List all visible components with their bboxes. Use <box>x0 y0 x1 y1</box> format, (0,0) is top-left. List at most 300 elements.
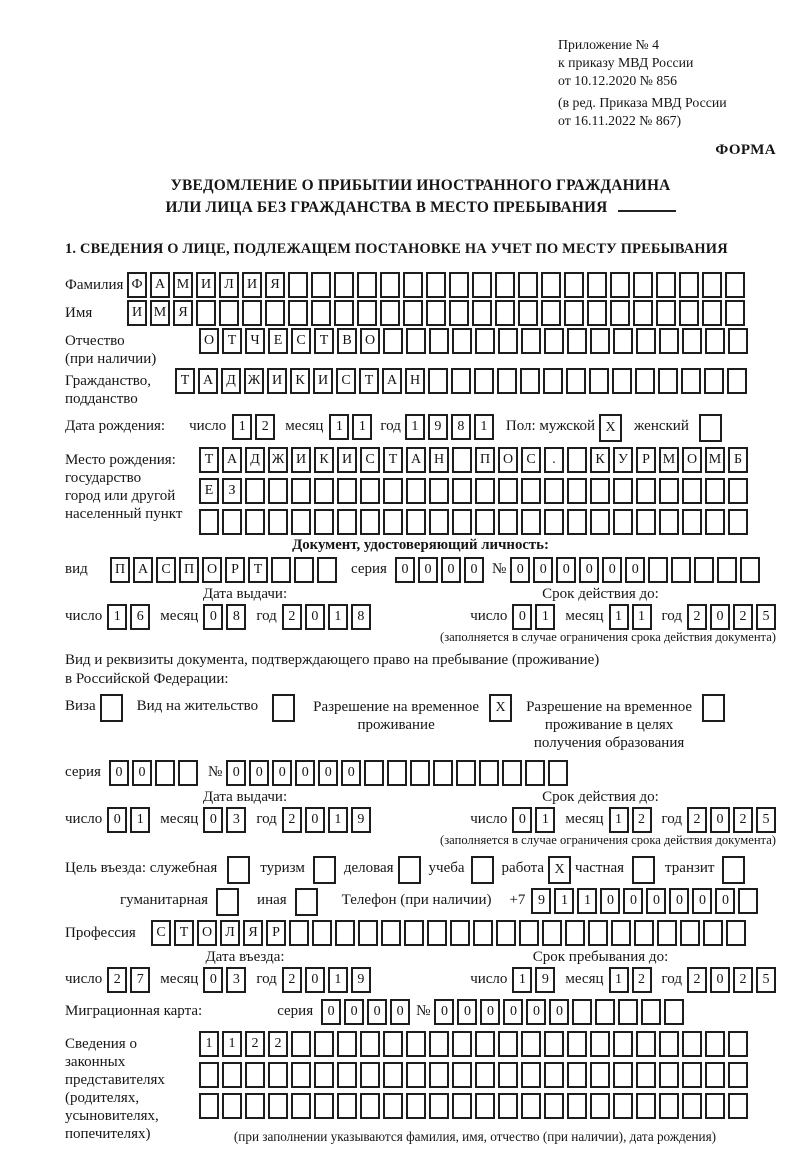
char-cell[interactable] <box>699 414 722 442</box>
char-cell[interactable] <box>222 1062 242 1088</box>
char-cell[interactable] <box>543 368 563 394</box>
char-cell[interactable] <box>427 920 447 946</box>
char-cell[interactable]: 0 <box>602 557 622 583</box>
char-cell[interactable] <box>268 478 288 504</box>
char-cell[interactable] <box>406 328 426 354</box>
char-cell[interactable] <box>680 920 700 946</box>
char-cell[interactable]: 0 <box>646 888 666 914</box>
char-cell[interactable]: 1 <box>107 604 127 630</box>
char-cell[interactable]: 2 <box>687 967 707 993</box>
char-cell[interactable]: И <box>337 447 357 473</box>
char-cell[interactable]: 9 <box>531 888 551 914</box>
char-cell[interactable] <box>406 1031 426 1057</box>
char-cell[interactable] <box>590 1062 610 1088</box>
char-cell[interactable] <box>398 856 421 884</box>
char-cell[interactable]: И <box>196 272 216 298</box>
char-cell[interactable]: 2 <box>687 807 707 833</box>
char-cell[interactable]: Р <box>225 557 245 583</box>
char-cell[interactable] <box>337 1031 357 1057</box>
char-cell[interactable] <box>541 272 561 298</box>
char-cell[interactable]: 0 <box>510 557 530 583</box>
char-cell[interactable] <box>705 328 725 354</box>
char-cell[interactable]: X <box>489 694 512 722</box>
char-cell[interactable]: И <box>313 368 333 394</box>
char-cell[interactable]: 1 <box>222 1031 242 1057</box>
char-cell[interactable] <box>613 478 633 504</box>
char-cell[interactable] <box>659 1031 679 1057</box>
char-cell[interactable]: 8 <box>226 604 246 630</box>
char-cell[interactable] <box>426 272 446 298</box>
char-cell[interactable]: 0 <box>692 888 712 914</box>
char-cell[interactable] <box>498 1031 518 1057</box>
char-cell[interactable] <box>705 1031 725 1057</box>
char-cell[interactable] <box>498 509 518 535</box>
char-cell[interactable] <box>337 1093 357 1119</box>
char-cell[interactable]: У <box>613 447 633 473</box>
char-cell[interactable]: Т <box>248 557 268 583</box>
char-cell[interactable] <box>613 1093 633 1119</box>
char-cell[interactable] <box>589 368 609 394</box>
char-cell[interactable]: 9 <box>351 967 371 993</box>
char-cell[interactable] <box>357 300 377 326</box>
char-cell[interactable] <box>728 1062 748 1088</box>
char-cell[interactable]: 1 <box>535 604 555 630</box>
char-cell[interactable] <box>590 1031 610 1057</box>
char-cell[interactable] <box>357 272 377 298</box>
char-cell[interactable]: 1 <box>352 414 372 440</box>
char-cell[interactable] <box>587 300 607 326</box>
char-cell[interactable] <box>380 300 400 326</box>
char-cell[interactable] <box>497 368 517 394</box>
char-cell[interactable] <box>659 328 679 354</box>
char-cell[interactable]: 0 <box>441 557 461 583</box>
char-cell[interactable] <box>265 300 285 326</box>
char-cell[interactable] <box>641 999 661 1025</box>
char-cell[interactable] <box>633 300 653 326</box>
char-cell[interactable] <box>636 1062 656 1088</box>
char-cell[interactable] <box>178 760 198 786</box>
char-cell[interactable]: Р <box>636 447 656 473</box>
char-cell[interactable]: 0 <box>344 999 364 1025</box>
char-cell[interactable] <box>451 368 471 394</box>
char-cell[interactable]: 1 <box>405 414 425 440</box>
char-cell[interactable]: . <box>544 447 564 473</box>
char-cell[interactable] <box>740 557 760 583</box>
char-cell[interactable] <box>479 760 499 786</box>
char-cell[interactable]: 0 <box>549 999 569 1025</box>
char-cell[interactable] <box>288 300 308 326</box>
char-cell[interactable] <box>659 478 679 504</box>
char-cell[interactable] <box>567 328 587 354</box>
char-cell[interactable] <box>590 478 610 504</box>
char-cell[interactable]: О <box>202 557 222 583</box>
char-cell[interactable] <box>360 1031 380 1057</box>
char-cell[interactable]: Т <box>314 328 334 354</box>
char-cell[interactable]: Е <box>268 328 288 354</box>
char-cell[interactable]: 0 <box>295 760 315 786</box>
char-cell[interactable] <box>671 557 691 583</box>
char-cell[interactable] <box>595 999 615 1025</box>
char-cell[interactable]: 0 <box>305 967 325 993</box>
char-cell[interactable] <box>518 272 538 298</box>
char-cell[interactable] <box>587 272 607 298</box>
char-cell[interactable] <box>272 694 295 722</box>
char-cell[interactable] <box>634 920 654 946</box>
char-cell[interactable]: 0 <box>579 557 599 583</box>
char-cell[interactable]: 3 <box>226 807 246 833</box>
char-cell[interactable]: 2 <box>107 967 127 993</box>
char-cell[interactable]: Ф <box>127 272 147 298</box>
char-cell[interactable] <box>613 328 633 354</box>
char-cell[interactable] <box>294 557 314 583</box>
char-cell[interactable]: И <box>242 272 262 298</box>
char-cell[interactable]: 1 <box>577 888 597 914</box>
char-cell[interactable] <box>449 300 469 326</box>
char-cell[interactable]: 1 <box>512 967 532 993</box>
char-cell[interactable]: 0 <box>367 999 387 1025</box>
char-cell[interactable]: 2 <box>245 1031 265 1057</box>
char-cell[interactable] <box>289 920 309 946</box>
char-cell[interactable]: О <box>682 447 702 473</box>
char-cell[interactable]: М <box>150 300 170 326</box>
char-cell[interactable] <box>610 272 630 298</box>
char-cell[interactable] <box>703 920 723 946</box>
char-cell[interactable]: А <box>150 272 170 298</box>
char-cell[interactable] <box>337 509 357 535</box>
char-cell[interactable]: 2 <box>632 967 652 993</box>
char-cell[interactable] <box>542 920 562 946</box>
char-cell[interactable] <box>657 920 677 946</box>
char-cell[interactable]: О <box>197 920 217 946</box>
char-cell[interactable] <box>271 557 291 583</box>
char-cell[interactable]: 0 <box>503 999 523 1025</box>
char-cell[interactable] <box>525 760 545 786</box>
char-cell[interactable] <box>222 509 242 535</box>
char-cell[interactable] <box>291 509 311 535</box>
char-cell[interactable]: З <box>222 478 242 504</box>
char-cell[interactable] <box>317 557 337 583</box>
char-cell[interactable]: 2 <box>687 604 707 630</box>
char-cell[interactable]: 2 <box>282 807 302 833</box>
char-cell[interactable] <box>728 509 748 535</box>
char-cell[interactable] <box>705 1062 725 1088</box>
char-cell[interactable] <box>383 1062 403 1088</box>
char-cell[interactable] <box>472 300 492 326</box>
char-cell[interactable] <box>705 1093 725 1119</box>
char-cell[interactable]: 1 <box>554 888 574 914</box>
char-cell[interactable]: Т <box>199 447 219 473</box>
char-cell[interactable]: 2 <box>733 604 753 630</box>
char-cell[interactable] <box>567 478 587 504</box>
char-cell[interactable] <box>521 328 541 354</box>
char-cell[interactable]: 0 <box>710 967 730 993</box>
char-cell[interactable]: 0 <box>395 557 415 583</box>
char-cell[interactable] <box>471 856 494 884</box>
char-cell[interactable] <box>725 300 745 326</box>
char-cell[interactable] <box>383 509 403 535</box>
char-cell[interactable]: 0 <box>715 888 735 914</box>
char-cell[interactable] <box>334 272 354 298</box>
char-cell[interactable]: М <box>659 447 679 473</box>
char-cell[interactable] <box>473 920 493 946</box>
char-cell[interactable] <box>268 1062 288 1088</box>
char-cell[interactable]: Т <box>222 328 242 354</box>
char-cell[interactable] <box>196 300 216 326</box>
char-cell[interactable] <box>632 856 655 884</box>
char-cell[interactable] <box>155 760 175 786</box>
char-cell[interactable] <box>682 1031 702 1057</box>
char-cell[interactable] <box>222 1093 242 1119</box>
char-cell[interactable] <box>288 272 308 298</box>
char-cell[interactable] <box>544 1093 564 1119</box>
char-cell[interactable] <box>199 1093 219 1119</box>
char-cell[interactable] <box>544 1062 564 1088</box>
char-cell[interactable]: 2 <box>733 967 753 993</box>
char-cell[interactable] <box>364 760 384 786</box>
char-cell[interactable]: Ж <box>244 368 264 394</box>
char-cell[interactable] <box>564 272 584 298</box>
char-cell[interactable]: 1 <box>130 807 150 833</box>
char-cell[interactable]: 0 <box>533 557 553 583</box>
char-cell[interactable] <box>495 300 515 326</box>
char-cell[interactable]: Я <box>243 920 263 946</box>
char-cell[interactable] <box>636 328 656 354</box>
char-cell[interactable]: Я <box>265 272 285 298</box>
char-cell[interactable] <box>199 1062 219 1088</box>
char-cell[interactable]: Ч <box>245 328 265 354</box>
char-cell[interactable]: 0 <box>623 888 643 914</box>
char-cell[interactable]: 1 <box>535 807 555 833</box>
char-cell[interactable] <box>406 478 426 504</box>
char-cell[interactable]: О <box>498 447 518 473</box>
char-cell[interactable] <box>429 478 449 504</box>
char-cell[interactable] <box>544 328 564 354</box>
char-cell[interactable] <box>656 300 676 326</box>
char-cell[interactable]: 1 <box>328 967 348 993</box>
char-cell[interactable] <box>360 1093 380 1119</box>
char-cell[interactable] <box>429 1031 449 1057</box>
char-cell[interactable] <box>291 1093 311 1119</box>
char-cell[interactable] <box>728 478 748 504</box>
char-cell[interactable] <box>100 694 123 722</box>
char-cell[interactable] <box>682 1062 702 1088</box>
char-cell[interactable] <box>311 272 331 298</box>
char-cell[interactable] <box>403 300 423 326</box>
char-cell[interactable]: 0 <box>434 999 454 1025</box>
char-cell[interactable]: X <box>599 414 622 442</box>
char-cell[interactable] <box>495 272 515 298</box>
char-cell[interactable] <box>498 328 518 354</box>
char-cell[interactable] <box>360 1062 380 1088</box>
char-cell[interactable] <box>475 1093 495 1119</box>
char-cell[interactable] <box>199 509 219 535</box>
char-cell[interactable]: К <box>290 368 310 394</box>
char-cell[interactable] <box>433 760 453 786</box>
char-cell[interactable] <box>659 1062 679 1088</box>
char-cell[interactable] <box>312 920 332 946</box>
char-cell[interactable] <box>498 478 518 504</box>
char-cell[interactable] <box>383 1093 403 1119</box>
char-cell[interactable]: 0 <box>305 807 325 833</box>
char-cell[interactable] <box>268 1093 288 1119</box>
char-cell[interactable] <box>360 509 380 535</box>
char-cell[interactable] <box>648 557 668 583</box>
char-cell[interactable] <box>337 1062 357 1088</box>
char-cell[interactable]: 1 <box>609 967 629 993</box>
char-cell[interactable] <box>452 1062 472 1088</box>
char-cell[interactable] <box>565 920 585 946</box>
char-cell[interactable]: Т <box>175 368 195 394</box>
char-cell[interactable]: С <box>336 368 356 394</box>
char-cell[interactable] <box>722 856 745 884</box>
char-cell[interactable]: И <box>267 368 287 394</box>
char-cell[interactable]: X <box>548 856 571 884</box>
char-cell[interactable]: 0 <box>710 604 730 630</box>
char-cell[interactable] <box>242 300 262 326</box>
char-cell[interactable]: 9 <box>351 807 371 833</box>
char-cell[interactable] <box>726 920 746 946</box>
char-cell[interactable]: 2 <box>282 967 302 993</box>
char-cell[interactable]: 0 <box>226 760 246 786</box>
char-cell[interactable] <box>659 509 679 535</box>
char-cell[interactable]: 0 <box>305 604 325 630</box>
char-cell[interactable] <box>636 1093 656 1119</box>
char-cell[interactable] <box>337 478 357 504</box>
char-cell[interactable] <box>636 509 656 535</box>
char-cell[interactable]: 0 <box>390 999 410 1025</box>
char-cell[interactable] <box>475 478 495 504</box>
char-cell[interactable]: Т <box>359 368 379 394</box>
char-cell[interactable]: 0 <box>669 888 689 914</box>
char-cell[interactable]: 1 <box>632 604 652 630</box>
char-cell[interactable] <box>702 694 725 722</box>
char-cell[interactable] <box>521 1062 541 1088</box>
char-cell[interactable] <box>219 300 239 326</box>
char-cell[interactable]: 2 <box>268 1031 288 1057</box>
char-cell[interactable] <box>682 1093 702 1119</box>
char-cell[interactable]: 0 <box>418 557 438 583</box>
char-cell[interactable] <box>334 300 354 326</box>
char-cell[interactable]: 0 <box>203 604 223 630</box>
char-cell[interactable]: 3 <box>226 967 246 993</box>
char-cell[interactable] <box>567 509 587 535</box>
char-cell[interactable] <box>572 999 592 1025</box>
char-cell[interactable] <box>521 478 541 504</box>
char-cell[interactable]: 0 <box>512 807 532 833</box>
char-cell[interactable] <box>403 272 423 298</box>
char-cell[interactable] <box>313 856 336 884</box>
char-cell[interactable]: Д <box>221 368 241 394</box>
char-cell[interactable] <box>410 760 430 786</box>
char-cell[interactable] <box>682 328 702 354</box>
char-cell[interactable]: 2 <box>733 807 753 833</box>
char-cell[interactable] <box>567 1031 587 1057</box>
char-cell[interactable] <box>518 300 538 326</box>
char-cell[interactable]: 7 <box>130 967 150 993</box>
char-cell[interactable] <box>567 1093 587 1119</box>
char-cell[interactable]: Я <box>173 300 193 326</box>
char-cell[interactable] <box>472 272 492 298</box>
char-cell[interactable]: 8 <box>451 414 471 440</box>
char-cell[interactable]: 5 <box>756 807 776 833</box>
char-cell[interactable] <box>245 509 265 535</box>
char-cell[interactable] <box>682 509 702 535</box>
char-cell[interactable]: П <box>475 447 495 473</box>
char-cell[interactable] <box>291 1031 311 1057</box>
char-cell[interactable] <box>456 760 476 786</box>
char-cell[interactable]: 9 <box>535 967 555 993</box>
char-cell[interactable] <box>429 1093 449 1119</box>
char-cell[interactable] <box>404 920 424 946</box>
char-cell[interactable] <box>679 272 699 298</box>
char-cell[interactable] <box>449 272 469 298</box>
char-cell[interactable] <box>245 1062 265 1088</box>
char-cell[interactable] <box>544 509 564 535</box>
char-cell[interactable]: О <box>360 328 380 354</box>
char-cell[interactable] <box>450 920 470 946</box>
char-cell[interactable] <box>613 1031 633 1057</box>
char-cell[interactable]: С <box>360 447 380 473</box>
char-cell[interactable] <box>429 328 449 354</box>
char-cell[interactable]: 9 <box>428 414 448 440</box>
char-cell[interactable] <box>245 1093 265 1119</box>
char-cell[interactable] <box>452 1031 472 1057</box>
char-cell[interactable]: 1 <box>329 414 349 440</box>
char-cell[interactable] <box>544 1031 564 1057</box>
char-cell[interactable] <box>611 920 631 946</box>
char-cell[interactable]: 0 <box>203 967 223 993</box>
char-cell[interactable] <box>567 447 587 473</box>
char-cell[interactable]: 0 <box>318 760 338 786</box>
char-cell[interactable] <box>498 1062 518 1088</box>
char-cell[interactable]: 0 <box>457 999 477 1025</box>
char-cell[interactable] <box>311 300 331 326</box>
char-cell[interactable] <box>635 368 655 394</box>
char-cell[interactable] <box>636 478 656 504</box>
char-cell[interactable]: 0 <box>480 999 500 1025</box>
char-cell[interactable]: 5 <box>756 604 776 630</box>
char-cell[interactable] <box>521 1031 541 1057</box>
char-cell[interactable] <box>590 1093 610 1119</box>
char-cell[interactable]: 0 <box>107 807 127 833</box>
char-cell[interactable]: Т <box>174 920 194 946</box>
char-cell[interactable]: 1 <box>609 604 629 630</box>
char-cell[interactable] <box>268 509 288 535</box>
char-cell[interactable]: 0 <box>464 557 484 583</box>
char-cell[interactable] <box>659 1093 679 1119</box>
char-cell[interactable]: 0 <box>272 760 292 786</box>
char-cell[interactable] <box>314 1093 334 1119</box>
char-cell[interactable] <box>618 999 638 1025</box>
char-cell[interactable] <box>227 856 250 884</box>
char-cell[interactable]: 2 <box>282 604 302 630</box>
char-cell[interactable]: Е <box>199 478 219 504</box>
char-cell[interactable] <box>474 368 494 394</box>
char-cell[interactable] <box>612 368 632 394</box>
char-cell[interactable]: Н <box>405 368 425 394</box>
char-cell[interactable] <box>519 920 539 946</box>
char-cell[interactable] <box>291 478 311 504</box>
char-cell[interactable]: 1 <box>474 414 494 440</box>
char-cell[interactable]: 0 <box>512 604 532 630</box>
char-cell[interactable]: 5 <box>756 967 776 993</box>
char-cell[interactable] <box>679 300 699 326</box>
char-cell[interactable]: Б <box>728 447 748 473</box>
char-cell[interactable]: 1 <box>232 414 252 440</box>
char-cell[interactable] <box>717 557 737 583</box>
char-cell[interactable]: К <box>590 447 610 473</box>
char-cell[interactable]: С <box>151 920 171 946</box>
